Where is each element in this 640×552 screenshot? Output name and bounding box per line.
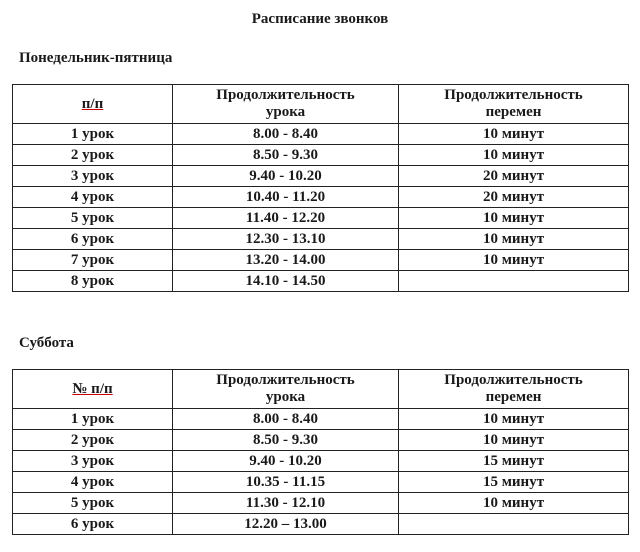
lesson-cell: 5 урок: [13, 208, 173, 229]
lesson-cell: 3 урок: [13, 451, 173, 472]
break-cell: 10 минут: [399, 124, 629, 145]
time-cell: 8.50 - 9.30: [173, 430, 399, 451]
header-break-duration-line1: Продолжительность: [444, 372, 583, 388]
header-break-duration-line2: перемен: [485, 389, 542, 405]
weekday-table-body: [13, 85, 629, 292]
saturday-table-body: [13, 370, 629, 535]
break-cell: 10 минут: [399, 229, 629, 250]
time-cell: 8.00 - 8.40: [173, 409, 399, 430]
table-row: [13, 271, 629, 292]
header-lesson-duration: [173, 85, 399, 124]
header-lesson-duration-line2: урока: [265, 389, 306, 405]
header-lesson-duration: [173, 370, 399, 409]
table-row: [13, 430, 629, 451]
table-row: [13, 166, 629, 187]
lesson-cell: 1 урок: [13, 124, 173, 145]
break-cell: 10 минут: [399, 430, 629, 451]
table-row: [13, 145, 629, 166]
header-number: [13, 85, 173, 124]
break-cell: [399, 514, 629, 535]
lesson-cell: 2 урок: [13, 145, 173, 166]
header-number-label: п/п: [81, 95, 104, 112]
saturday-schedule-table: [12, 369, 629, 535]
table-row: [13, 187, 629, 208]
table-header-row: [13, 85, 629, 124]
table-row: [13, 472, 629, 493]
header-break-duration: [399, 370, 629, 409]
header-break-duration-line1: Продолжительность: [444, 87, 583, 103]
break-cell: 15 минут: [399, 451, 629, 472]
header-number-label: № п/п: [72, 380, 113, 397]
break-cell: 10 минут: [399, 409, 629, 430]
page-title: Расписание звонков: [251, 11, 389, 27]
time-cell: 8.50 - 9.30: [173, 145, 399, 166]
table-row: [13, 229, 629, 250]
header-lesson-duration-line1: Продолжительность: [216, 372, 355, 388]
time-cell: 9.40 - 10.20: [173, 166, 399, 187]
table-row: [13, 250, 629, 271]
lesson-cell: 6 урок: [13, 514, 173, 535]
lesson-cell: 4 урок: [13, 472, 173, 493]
table-row: [13, 451, 629, 472]
break-cell: [399, 271, 629, 292]
time-cell: 11.40 - 12.20: [173, 208, 399, 229]
time-cell: 9.40 - 10.20: [173, 451, 399, 472]
time-cell: 14.10 - 14.50: [173, 271, 399, 292]
break-cell: 10 минут: [399, 145, 629, 166]
time-cell: 12.20 – 13.00: [173, 514, 399, 535]
header-lesson-duration-line2: урока: [265, 104, 306, 120]
lesson-cell: 1 урок: [13, 409, 173, 430]
weekday-schedule-table: [12, 84, 629, 292]
time-cell: 8.00 - 8.40: [173, 124, 399, 145]
table-row: [13, 493, 629, 514]
time-cell: 10.35 - 11.15: [173, 472, 399, 493]
lesson-cell: 8 урок: [13, 271, 173, 292]
break-cell: 15 минут: [399, 472, 629, 493]
header-lesson-duration-line1: Продолжительность: [216, 87, 355, 103]
time-cell: 10.40 - 11.20: [173, 187, 399, 208]
lesson-cell: 3 урок: [13, 166, 173, 187]
lesson-cell: 4 урок: [13, 187, 173, 208]
header-break-duration-line2: перемен: [485, 104, 542, 120]
time-cell: 11.30 - 12.10: [173, 493, 399, 514]
lesson-cell: 7 урок: [13, 250, 173, 271]
time-cell: 12.30 - 13.10: [173, 229, 399, 250]
lesson-cell: 2 урок: [13, 430, 173, 451]
lesson-cell: 5 урок: [13, 493, 173, 514]
break-cell: 20 минут: [399, 166, 629, 187]
header-break-duration: [399, 85, 629, 124]
lesson-cell: 6 урок: [13, 229, 173, 250]
break-cell: 10 минут: [399, 250, 629, 271]
table-row: [13, 208, 629, 229]
table-row: [13, 409, 629, 430]
break-cell: 20 минут: [399, 187, 629, 208]
table-header-row: [13, 370, 629, 409]
break-cell: 10 минут: [399, 208, 629, 229]
break-cell: 10 минут: [399, 493, 629, 514]
saturday-heading: Суббота: [19, 335, 74, 351]
table-row: [13, 124, 629, 145]
table-row: [13, 514, 629, 535]
header-number: [13, 370, 173, 409]
time-cell: 13.20 - 14.00: [173, 250, 399, 271]
weekday-heading: Понедельник-пятница: [19, 50, 173, 66]
